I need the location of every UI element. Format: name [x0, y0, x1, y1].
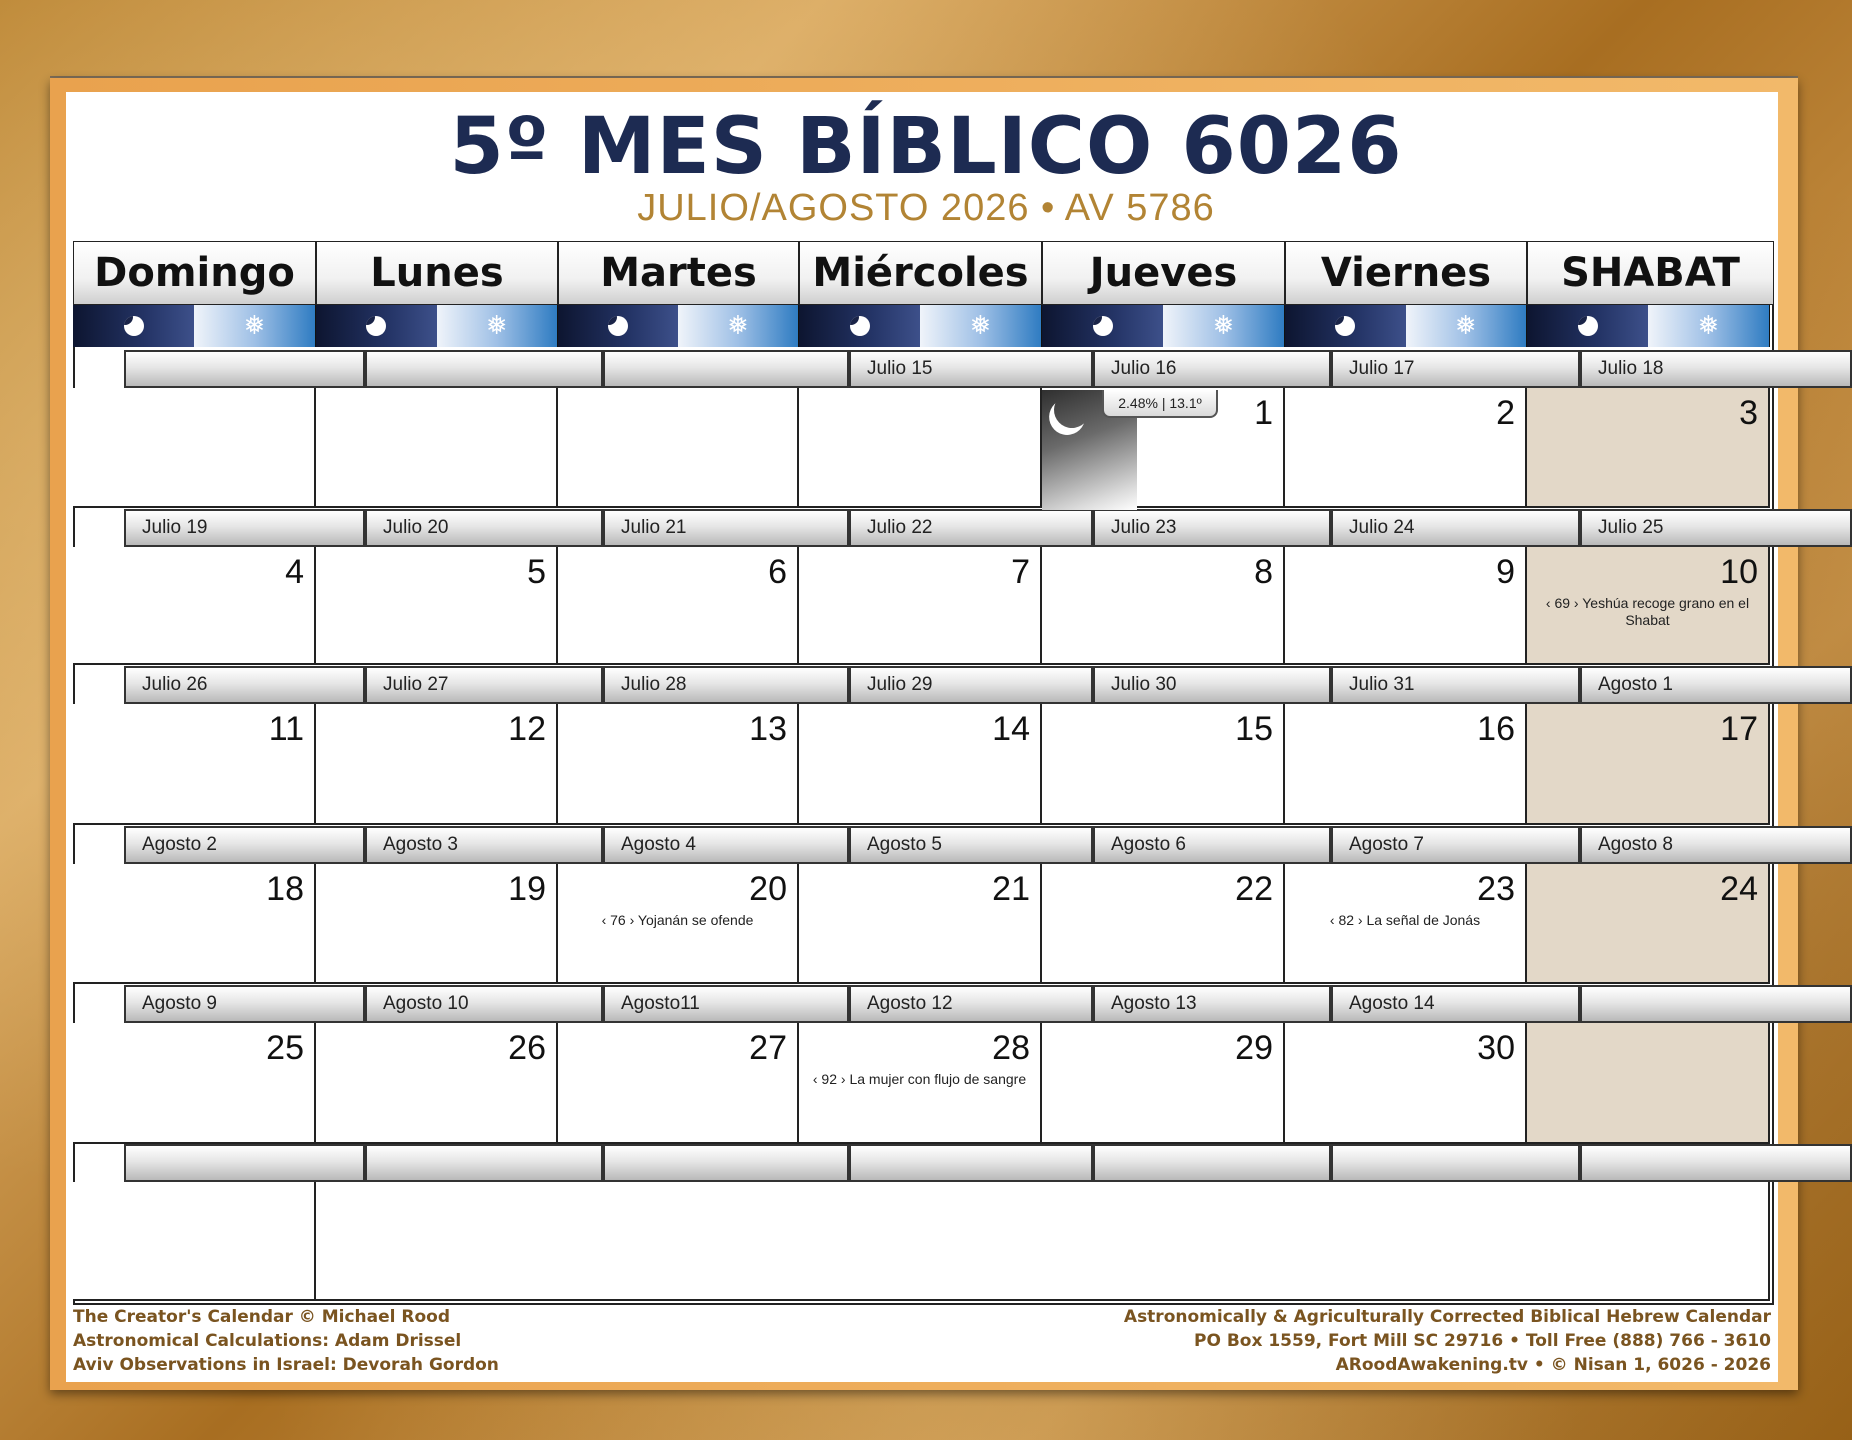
gregorian-date-bar: Julio 22 — [849, 509, 1093, 547]
footer-credits — [73, 1305, 499, 1377]
day-cell — [799, 704, 1042, 825]
gregorian-date-bar: Julio 26 — [124, 666, 365, 704]
day-cell — [558, 704, 799, 825]
gregorian-date-bar — [1580, 985, 1852, 1023]
sun-half — [194, 305, 315, 347]
sun-half — [437, 305, 558, 347]
lunar-visibility-badge: 2.48% | 13.1º — [1102, 390, 1218, 418]
biblical-day-number: 3 — [1739, 394, 1758, 432]
sun-half — [1163, 305, 1284, 347]
shabat-day-cell — [1527, 547, 1770, 665]
footer-contact-line: PO Box 1559, Fort Mill SC 29716 • Toll Free (888) 766 - 3610 — [1194, 1331, 1771, 1351]
day-cell — [316, 864, 558, 984]
day-cell — [558, 388, 799, 508]
biblical-day-number: 16 — [1477, 710, 1515, 748]
gregorian-date-bar: Julio 30 — [1093, 666, 1331, 704]
gregorian-date-bar: Julio 21 — [603, 509, 849, 547]
gregorian-date-bar — [365, 1144, 603, 1182]
biblical-day-number: 27 — [749, 1029, 787, 1067]
gregorian-date-bar: Agosto 13 — [1093, 985, 1331, 1023]
gregorian-date-bar: Julio 27 — [365, 666, 603, 704]
gregorian-date-bar — [603, 1144, 849, 1182]
biblical-day-number: 26 — [508, 1029, 546, 1067]
biblical-day-number: 14 — [992, 710, 1030, 748]
biblical-day-number: 2 — [1496, 394, 1515, 432]
footer-credit-line: Astronomical Calculations: Adam Drissel — [73, 1331, 462, 1351]
biblical-day-number: 28 — [992, 1029, 1030, 1067]
day-cell — [799, 1023, 1042, 1144]
gregorian-date-bar: Agosto11 — [603, 985, 849, 1023]
day-cell — [1042, 704, 1285, 825]
biblical-day-number: 23 — [1477, 870, 1515, 908]
day-cell — [73, 1023, 316, 1144]
day-cell — [799, 547, 1042, 665]
footer-contact — [1124, 1305, 1771, 1377]
biblical-day-number: 24 — [1720, 870, 1758, 908]
footer-credit-line: The Creator's Calendar © Michael Rood — [73, 1307, 450, 1327]
biblical-day-number: 22 — [1235, 870, 1273, 908]
sun-snowflake-icon: ❅ — [1697, 311, 1720, 341]
moon-half — [316, 305, 437, 347]
gregorian-date-bar: Julio 25 — [1580, 509, 1852, 547]
day-cell — [799, 388, 1042, 508]
day-cell — [1285, 388, 1527, 508]
moon-half — [558, 305, 678, 347]
gregorian-date-bar — [1093, 1144, 1331, 1182]
shabat-day-cell — [1527, 388, 1770, 508]
gregorian-date-bar: Julio 15 — [849, 350, 1093, 388]
gregorian-date-bar — [365, 350, 603, 388]
biblical-day-number: 19 — [508, 870, 546, 908]
biblical-day-number: 5 — [527, 553, 546, 591]
moon-phase-icon — [1093, 316, 1113, 336]
weekday-header: SHABAT — [1527, 241, 1774, 305]
day-cell — [558, 547, 799, 665]
moon-sun-cell — [1527, 305, 1770, 347]
gregorian-date-bar — [1580, 1144, 1852, 1182]
biblical-day-number: 30 — [1477, 1029, 1515, 1067]
biblical-day-number: 17 — [1720, 710, 1758, 748]
day-cell — [73, 547, 316, 665]
gregorian-date-bar: Julio 20 — [365, 509, 603, 547]
moon-sun-cell — [1285, 305, 1527, 347]
moon-phase-icon — [366, 316, 386, 336]
gregorian-date-bar: Agosto 3 — [365, 826, 603, 864]
moon-phase-icon — [1335, 316, 1355, 336]
weekday-header: Lunes — [316, 241, 558, 305]
day-cell — [1042, 1023, 1285, 1144]
gregorian-date-bar: Agosto 8 — [1580, 826, 1852, 864]
sun-half — [1648, 305, 1769, 347]
page-title: 5º MES BÍBLICO 6026 — [449, 102, 1403, 192]
gregorian-date-bar — [124, 350, 365, 388]
weekday-header: Jueves — [1042, 241, 1285, 305]
gregorian-date-bar: Julio 29 — [849, 666, 1093, 704]
day-cell — [1285, 864, 1527, 984]
gregorian-date-bar: Agosto 5 — [849, 826, 1093, 864]
gregorian-date-bar: Agosto 7 — [1331, 826, 1580, 864]
weekday-header-row — [73, 241, 1774, 305]
empty-week-cell — [316, 1182, 1770, 1301]
gregorian-date-bar — [1331, 1144, 1580, 1182]
day-cell — [1285, 1023, 1527, 1144]
biblical-day-number: 7 — [1011, 553, 1030, 591]
gregorian-date-bar: Agosto 4 — [603, 826, 849, 864]
biblical-day-number: 20 — [749, 870, 787, 908]
moon-sun-cell — [73, 305, 316, 347]
moon-half — [1042, 305, 1163, 347]
gregorian-date-bar: Julio 24 — [1331, 509, 1580, 547]
day-cell — [1285, 547, 1527, 665]
day-cell — [316, 547, 558, 665]
moon-sun-cell — [316, 305, 558, 347]
sun-snowflake-icon: ❅ — [727, 311, 749, 341]
moon-sun-cell — [558, 305, 799, 347]
footer-contact-line: ARoodAwakening.tv • © Nisan 1, 6026 - 2026 — [1335, 1355, 1771, 1375]
biblical-day-number: 1 — [1254, 394, 1273, 432]
shabat-day-cell — [1527, 1023, 1770, 1144]
gregorian-date-bar: Julio 19 — [124, 509, 365, 547]
biblical-day-number: 9 — [1496, 553, 1515, 591]
gregorian-date-bar: Julio 18 — [1580, 350, 1852, 388]
sun-snowflake-icon: ❅ — [243, 311, 266, 341]
biblical-day-number: 21 — [992, 870, 1030, 908]
biblical-day-number: 6 — [768, 553, 787, 591]
gregorian-date-bar — [603, 350, 849, 388]
sun-half — [678, 305, 798, 347]
day-cell — [799, 864, 1042, 984]
biblical-day-number: 29 — [1235, 1029, 1273, 1067]
gregorian-date-bar: Agosto 1 — [1580, 666, 1852, 704]
biblical-day-number: 10 — [1720, 553, 1758, 591]
day-cell — [1042, 864, 1285, 984]
gregorian-date-bar: Agosto 2 — [124, 826, 365, 864]
biblical-day-number: 15 — [1235, 710, 1273, 748]
weekday-header: Domingo — [73, 241, 316, 305]
day-cell — [1285, 704, 1527, 825]
moon-sun-cell — [1042, 305, 1285, 347]
day-cell — [558, 1023, 799, 1144]
moon-half — [1285, 305, 1406, 347]
biblical-day-number: 4 — [285, 553, 304, 591]
moon-sun-cell — [799, 305, 1042, 347]
gregorian-date-bar: Agosto 14 — [1331, 985, 1580, 1023]
day-cell — [316, 1023, 558, 1144]
footer-contact-line: Astronomically & Agriculturally Corrected Biblical Hebrew Calendar — [1123, 1307, 1771, 1327]
gregorian-date-bar: Agosto 10 — [365, 985, 603, 1023]
moon-half — [73, 305, 194, 347]
moon-phase-icon — [124, 316, 144, 336]
sun-snowflake-icon: ❅ — [969, 311, 992, 341]
weekday-header: Viernes — [1285, 241, 1527, 305]
day-cell — [558, 864, 799, 984]
footer-credit-line: Aviv Observations in Israel: Devorah Gordon — [73, 1355, 499, 1375]
biblical-day-number: 25 — [266, 1029, 304, 1067]
gregorian-date-bar — [124, 1144, 365, 1182]
day-cell — [316, 704, 558, 825]
day-cell — [1042, 547, 1285, 665]
weekday-header: Miércoles — [799, 241, 1042, 305]
day-note: ‹ 82 › La señal de Jonás — [1329, 912, 1481, 928]
moon-half — [1527, 305, 1648, 347]
day-cell — [73, 704, 316, 825]
gregorian-date-bar: Julio 23 — [1093, 509, 1331, 547]
biblical-day-number: 13 — [749, 710, 787, 748]
moon-sun-icon-row — [73, 305, 1770, 347]
day-note: ‹ 92 › La mujer con flujo de sangre — [812, 1071, 1027, 1087]
gregorian-date-bar: Julio 31 — [1331, 666, 1580, 704]
shabat-day-cell — [1527, 704, 1770, 825]
moon-phase-icon — [850, 316, 870, 336]
moon-phase-icon — [1578, 316, 1598, 336]
page-subtitle: JULIO/AGOSTO 2026 • AV 5786 — [637, 187, 1215, 229]
sun-snowflake-icon: ❅ — [1454, 311, 1477, 341]
weekday-header: Martes — [558, 241, 799, 305]
biblical-day-number: 8 — [1254, 553, 1273, 591]
gregorian-date-bar: Julio 28 — [603, 666, 849, 704]
gregorian-date-bar — [849, 1144, 1093, 1182]
biblical-day-number: 12 — [508, 710, 546, 748]
sun-half — [1406, 305, 1527, 347]
sun-snowflake-icon: ❅ — [1212, 311, 1235, 341]
sun-half — [920, 305, 1041, 347]
biblical-day-number: 11 — [268, 710, 304, 748]
day-note: ‹ 76 › Yojanán se ofende — [601, 912, 754, 928]
moon-phase-icon — [608, 316, 628, 336]
biblical-day-number: 18 — [266, 870, 304, 908]
day-cell — [73, 864, 316, 984]
sun-snowflake-icon: ❅ — [485, 311, 508, 341]
moon-half — [799, 305, 920, 347]
gregorian-date-bar: Julio 16 — [1093, 350, 1331, 388]
gregorian-date-bar: Agosto 12 — [849, 985, 1093, 1023]
gregorian-date-bar: Julio 17 — [1331, 350, 1580, 388]
gregorian-date-bar: Agosto 6 — [1093, 826, 1331, 864]
day-cell — [316, 388, 558, 508]
day-cell — [73, 388, 316, 508]
day-cell — [73, 1182, 316, 1301]
day-note: ‹ 69 › Yeshúa recoge grano en el Shabat — [1545, 595, 1750, 628]
shabat-day-cell — [1527, 864, 1770, 984]
gregorian-date-bar: Agosto 9 — [124, 985, 365, 1023]
